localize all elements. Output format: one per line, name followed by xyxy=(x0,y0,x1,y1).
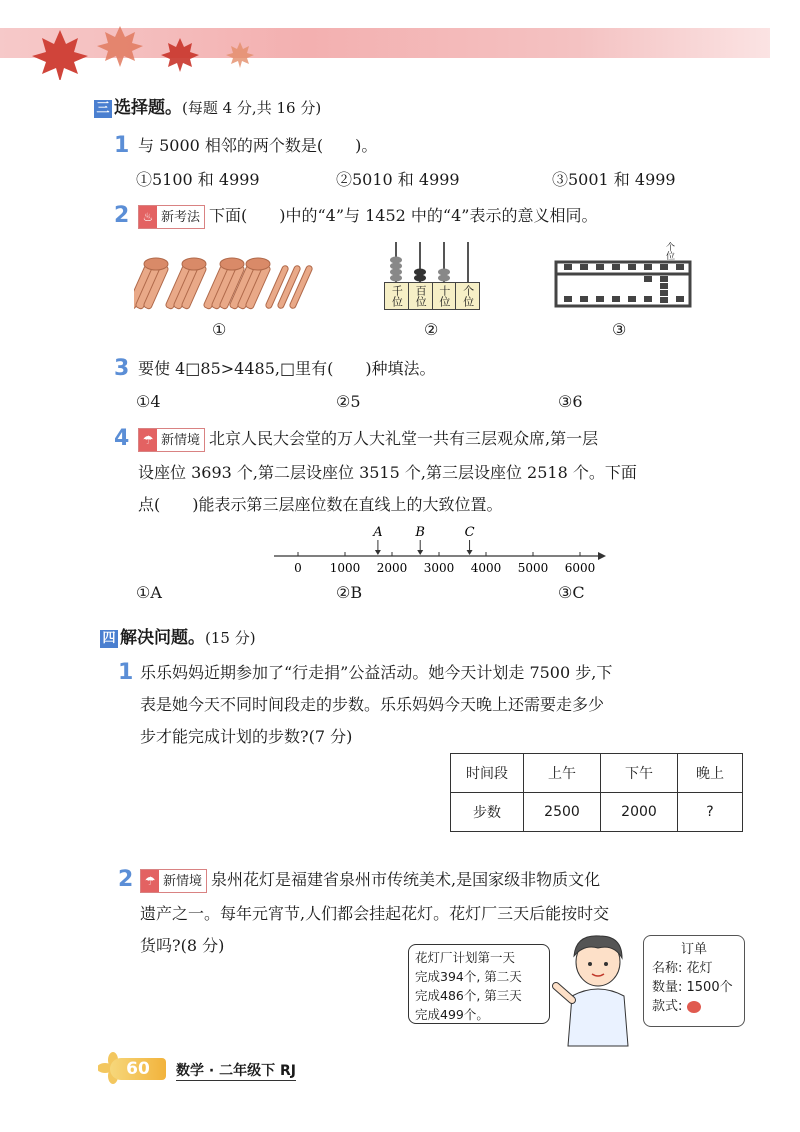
question-text-line: 点( )能表示第三层座位数在直线上的大致位置。 xyxy=(138,495,503,514)
table-header: 下午 xyxy=(601,754,678,793)
question-text-line: 表是她今天不同时间段走的步数。乐乐妈妈今天晚上还需要走多少 xyxy=(140,695,605,714)
question-text-line: 设座位 3693 个,第二层设座位 3515 个,第三层设座位 2518 个。下面 xyxy=(138,463,637,482)
section4-title: 四 解决问题。(15 分) xyxy=(100,623,256,648)
option-3[interactable]: ③C xyxy=(558,583,585,602)
question-number: 4 xyxy=(114,426,130,451)
lantern-icon xyxy=(687,1001,701,1013)
table-row xyxy=(451,754,743,793)
section4-score: (15 分) xyxy=(205,629,256,647)
option-1[interactable]: ①4 xyxy=(136,392,161,411)
place-label: 十位 xyxy=(433,283,457,309)
number-line-point-label: C xyxy=(464,525,475,540)
number-line-point-arrow xyxy=(375,550,381,555)
order-name: 名称: 花灯 xyxy=(652,961,713,976)
table-header: 时间段 xyxy=(451,754,524,793)
question-number: 1 xyxy=(118,660,134,685)
table-header: 晚上 xyxy=(678,754,743,793)
question-text-line: 步才能完成计划的步数?(7 分) xyxy=(140,727,353,746)
question-text: ♨ 新考法 下面( )中的“4”与 1452 中的“4”表示的意义相同。 xyxy=(138,201,597,231)
number-line-tick-label: 0 xyxy=(294,561,302,575)
abacus-image xyxy=(554,242,694,308)
number-line-tick-label: 3000 xyxy=(423,561,455,575)
number-line-tick-label: 5000 xyxy=(517,561,549,575)
number-line-tick-label: 6000 xyxy=(564,561,596,575)
order-card xyxy=(643,935,745,1027)
number-line-point-arrow xyxy=(417,550,423,555)
option-1[interactable]: ①5100 和 4999 xyxy=(136,170,260,189)
table-cell: 2000 xyxy=(601,793,678,832)
footer-book-title: 数学 · 二年级下 RJ xyxy=(176,1063,296,1079)
table-header: 上午 xyxy=(524,754,601,793)
counting-frame-image xyxy=(384,236,480,312)
place-label: 百位 xyxy=(409,283,433,309)
place-label: 个位 xyxy=(461,285,475,307)
number-line-point-label: A xyxy=(373,525,383,540)
new-scenario-tag: ☂ 新情境 xyxy=(138,428,205,452)
page-number: 60 xyxy=(110,1058,166,1080)
question-text-line: ☂ 新情境 泉州花灯是福建省泉州市传统美术,是国家级非物质文化 xyxy=(140,865,600,895)
new-scenario-tag: ☂ 新情境 xyxy=(140,869,207,893)
option-3[interactable]: ③6 xyxy=(558,392,583,411)
question-text-line: 乐乐妈妈近期参加了“行走捐”公益活动。她今天计划走 7500 步,下 xyxy=(140,663,613,682)
number-line-tick-label: 1000 xyxy=(329,561,361,575)
umbrella-icon: ☂ xyxy=(141,870,159,892)
option-2[interactable]: ②B xyxy=(336,583,363,602)
order-quantity: 数量: 1500个 xyxy=(652,980,733,995)
section3-score: (每题 4 分,共 16 分) xyxy=(182,99,322,117)
ones-place-label: 个位 xyxy=(664,242,674,260)
question-text-line: ☂ 新情境 北京人民大会堂的万人大礼堂一共有三层观众席,第一层 xyxy=(138,424,598,454)
question-number: 2 xyxy=(114,203,130,228)
section3-icon: 三 xyxy=(94,100,112,118)
table-row xyxy=(451,793,743,832)
question-number: 3 xyxy=(114,356,130,381)
table-cell: 步数 xyxy=(451,793,524,832)
question-number: 1 xyxy=(114,133,130,158)
order-style: 款式: xyxy=(652,997,736,1016)
stick-bundles-image xyxy=(134,246,314,312)
option-1[interactable]: ①A xyxy=(136,583,162,602)
question-text: 要使 4□85>4485,□里有( )种填法。 xyxy=(138,359,436,378)
option-2[interactable]: ②5 xyxy=(336,392,361,411)
table-cell: 2500 xyxy=(524,793,601,832)
new-method-tag: ♨ 新考法 xyxy=(138,205,205,229)
table-cell: ? xyxy=(678,793,743,832)
option-2[interactable]: ②5010 和 4999 xyxy=(336,170,460,189)
number-line-point-label: B xyxy=(415,525,425,540)
fire-icon: ♨ xyxy=(139,206,157,228)
place-label: 千位 xyxy=(385,283,409,309)
section4-icon: 四 xyxy=(100,630,118,648)
question-number: 2 xyxy=(118,867,134,892)
maple-leaf-icon xyxy=(20,20,280,80)
number-line-tick-label: 2000 xyxy=(376,561,408,575)
footer-underline xyxy=(176,1080,296,1081)
option-3[interactable]: ③ xyxy=(612,320,627,339)
option-1[interactable]: ① xyxy=(212,320,227,339)
section3-title: 三 选择题。(每题 4 分,共 16 分) xyxy=(94,93,321,118)
option-2[interactable]: ② xyxy=(424,320,439,339)
question-text: 与 5000 相邻的两个数是( )。 xyxy=(138,136,378,155)
option-3[interactable]: ③5001 和 4999 xyxy=(552,170,676,189)
order-title: 订单 xyxy=(680,942,707,957)
boy-illustration xyxy=(552,926,644,1048)
speech-bubble: 花灯厂计划第一天 完成394个, 第二天 完成486个, 第三天 完成499个。 xyxy=(408,944,550,1024)
steps-table xyxy=(450,753,743,832)
question-text-line: 遗产之一。每年元宵节,人们都会挂起花灯。花灯厂三天后能按时交 xyxy=(140,904,610,923)
umbrella-icon: ☂ xyxy=(139,429,157,451)
number-line-point-arrow xyxy=(467,550,473,555)
question-text-line: 货吗?(8 分) xyxy=(140,936,225,955)
number-line xyxy=(270,518,610,580)
number-line-tick-label: 4000 xyxy=(470,561,502,575)
